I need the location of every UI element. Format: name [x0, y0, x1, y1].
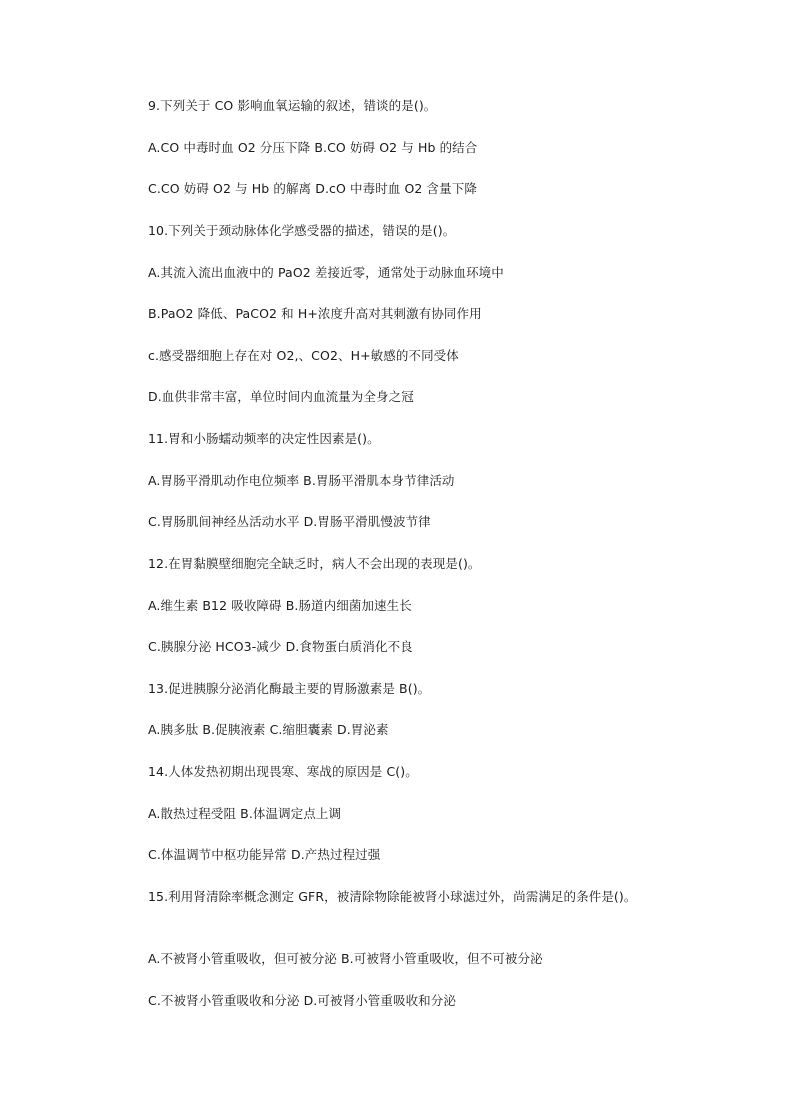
- question-10-stem: 10.下列关于颈动脉体化学感受器的描述，错误的是()。: [148, 223, 456, 238]
- question-11-options-cd: C.胃肠肌间神经丛活动水平 D.胃肠平滑肌慢波节律: [148, 514, 431, 529]
- question-14-options-cd: C.体温调节中枢功能异常 D.产热过程过强: [148, 847, 381, 862]
- question-9-options-ab: A.CO 中毒时血 O2 分压下降 B.CO 妨碍 O2 与 Hb 的结合: [148, 140, 478, 155]
- question-11-stem: 11.胃和小肠蠕动频率的决定性因素是()。: [148, 431, 380, 446]
- question-14-stem: 14.人体发热初期出现畏寒、寒战的原因是 C()。: [148, 764, 418, 779]
- question-13-stem: 13.促进胰腺分泌消化酶最主要的胃肠激素是 B()。: [148, 681, 431, 696]
- question-10-option-d: D.血供非常丰富，单位时间内血流量为全身之冠: [148, 389, 414, 404]
- question-10-option-a: A.其流入流出血液中的 PaO2 差接近零，通常处于动脉血环境中: [148, 265, 504, 280]
- question-11-options-ab: A.胃肠平滑肌动作电位频率 B.胃肠平滑肌本身节律活动: [148, 473, 455, 488]
- question-15-stem: 15.利用肾清除率概念测定 GFR，被清除物除能被肾小球滤过外，尚需满足的条件是()。: [148, 889, 637, 904]
- question-10-option-b: B.PaO2 降低、PaCO2 和 H+浓度升高对其刺激有协同作用: [148, 306, 482, 321]
- question-12-stem: 12.在胃黏膜壁细胞完全缺乏时，病人不会出现的表现是()。: [148, 556, 481, 571]
- question-12-options-ab: A.维生素 B12 吸收障碍 B.肠道内细菌加速生长: [148, 598, 412, 613]
- question-14-options-ab: A.散热过程受阻 B.体温调定点上调: [148, 806, 342, 821]
- question-15-options-ab: A.不被肾小管重吸收，但可被分泌 B.可被肾小管重吸收，但不可被分泌: [148, 951, 543, 966]
- question-15-options-cd: C.不被肾小管重吸收和分泌 D.可被肾小管重吸收和分泌: [148, 993, 456, 1008]
- question-12-options-cd: C.胰腺分泌 HCO3-减少 D.食物蛋白质消化不良: [148, 639, 413, 654]
- question-13-options: A.胰多肽 B.促胰液素 C.缩胆囊素 D.胃泌素: [148, 722, 389, 737]
- question-9-stem: 9.下列关于 CO 影响血氧运输的叙述，错谈的是()。: [148, 98, 437, 113]
- question-10-option-c: c.感受器细胞上存在对 O2,、CO2、H+敏感的不同受体: [148, 348, 459, 363]
- question-9-options-cd: C.CO 妨碍 O2 与 Hb 的解离 D.cO 中毒时血 O2 含量下降: [148, 181, 477, 196]
